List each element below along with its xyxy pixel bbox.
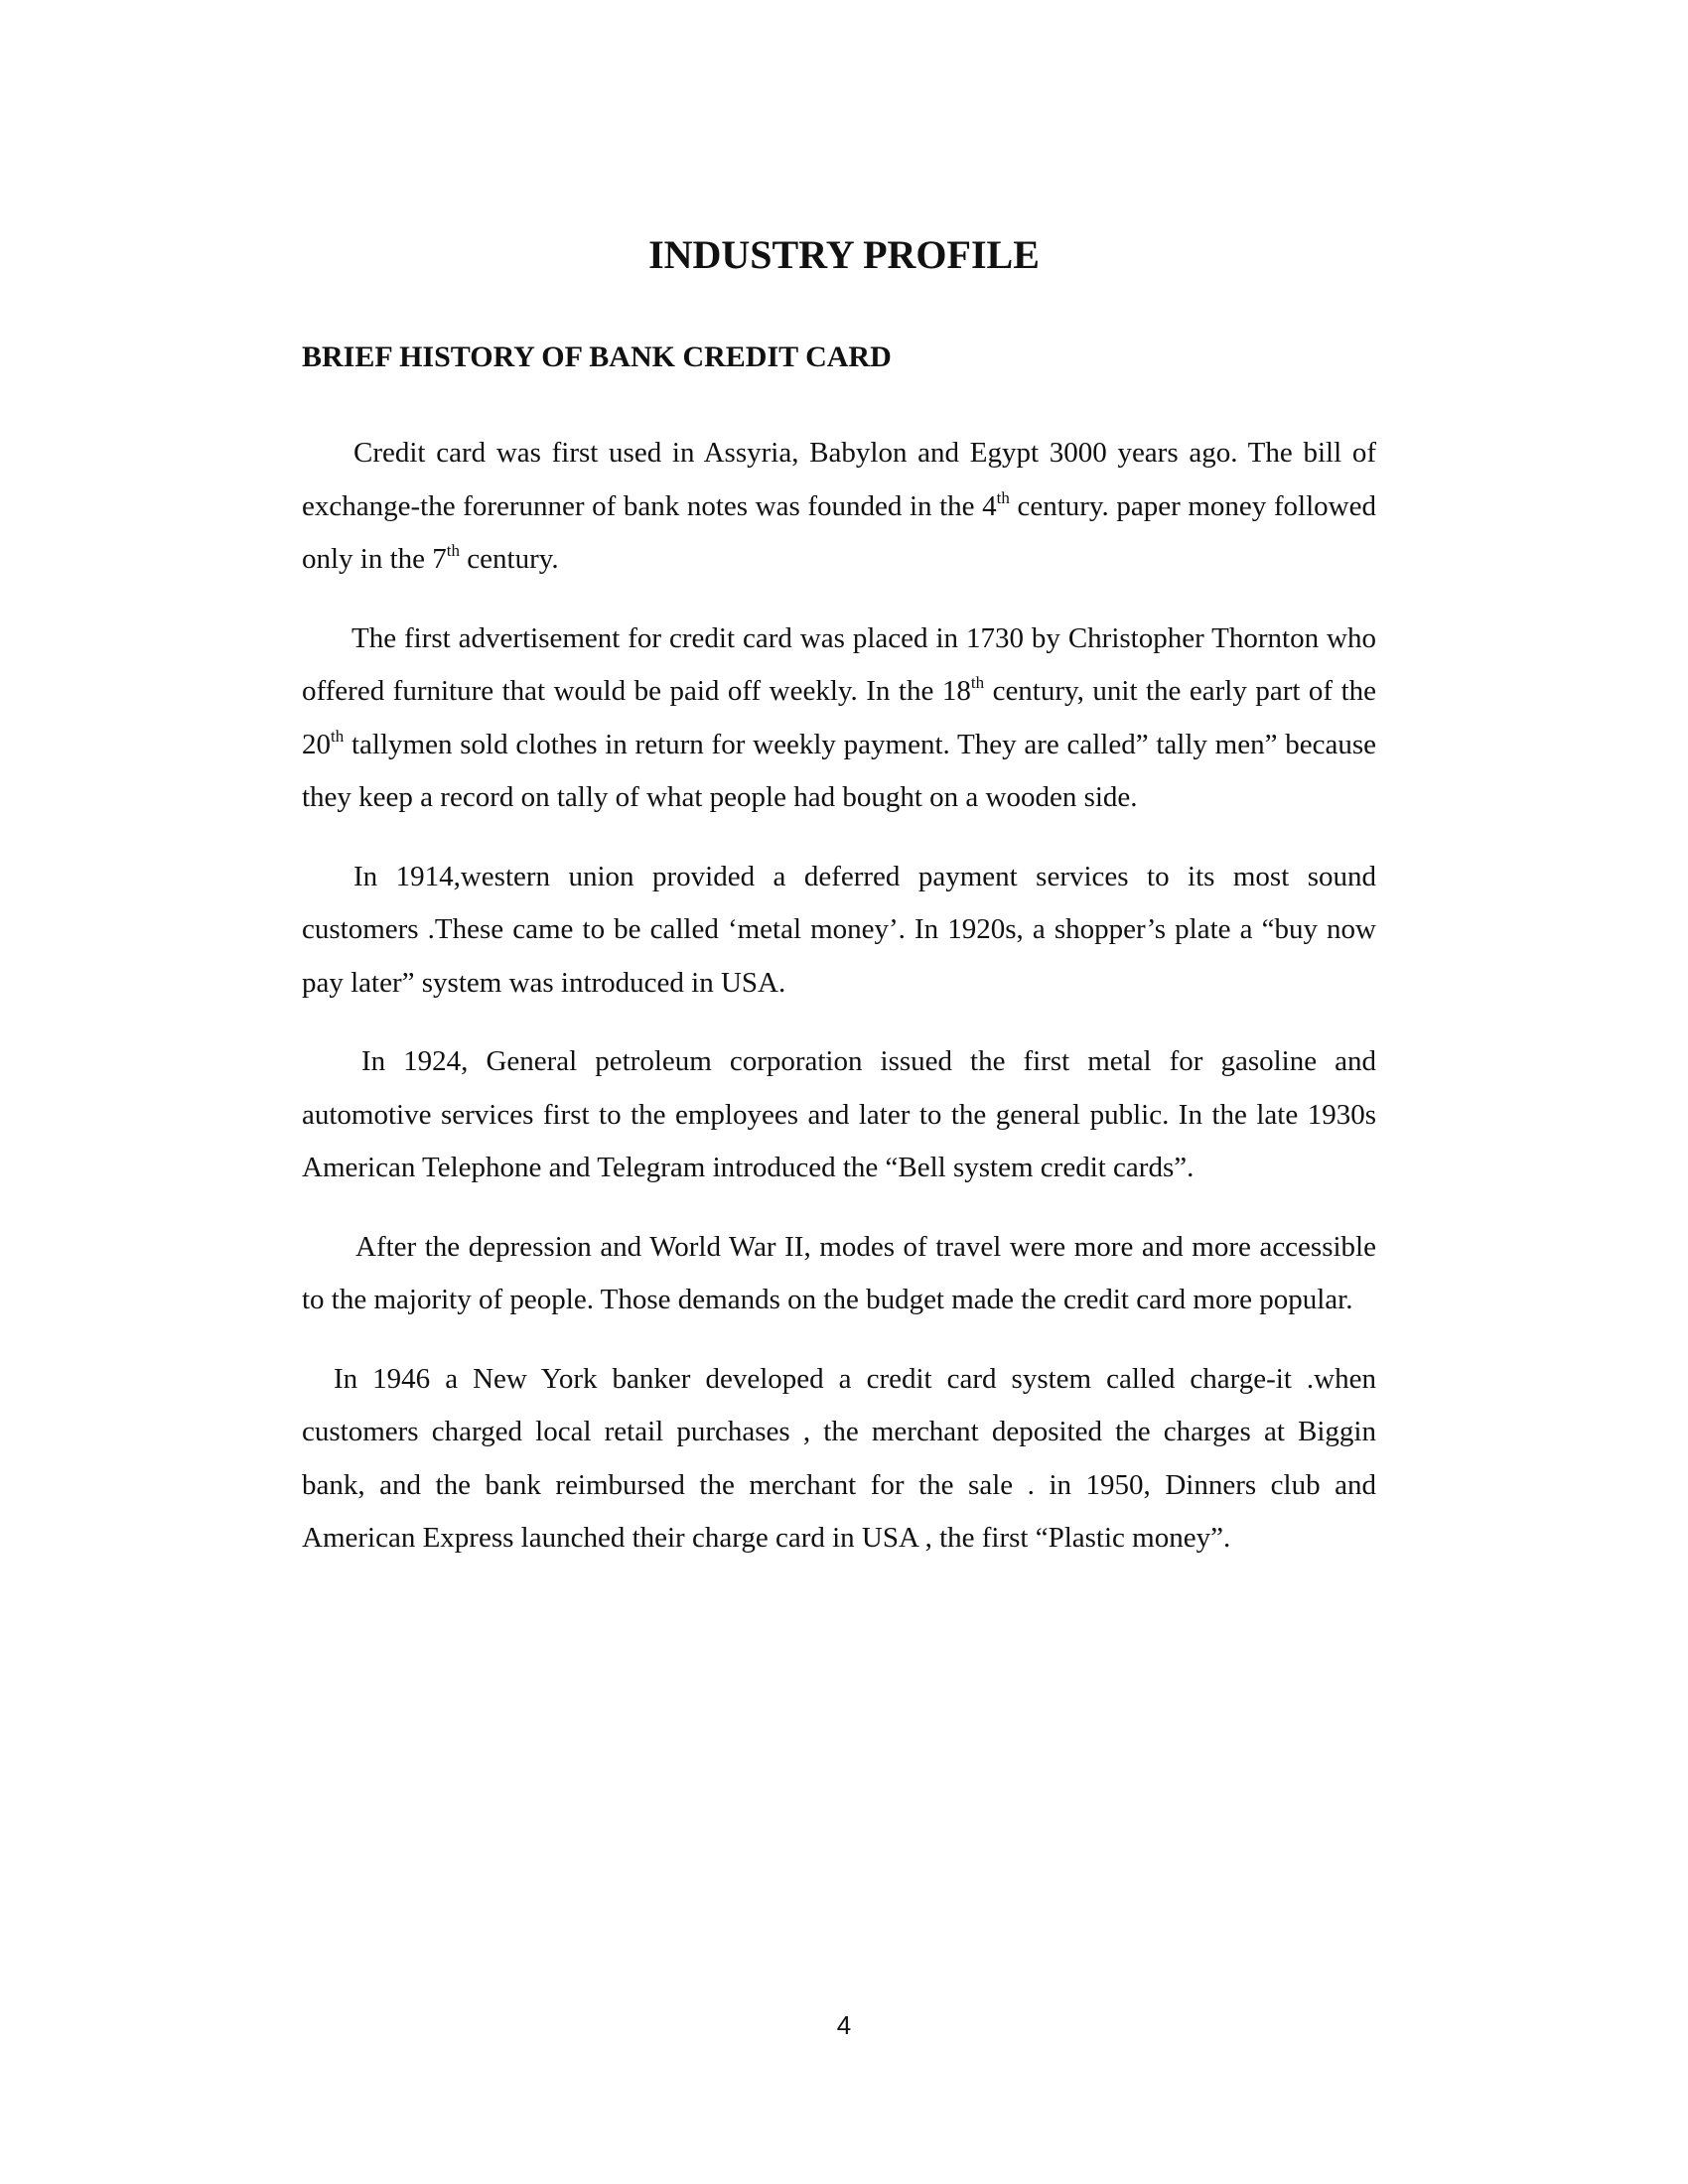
paragraph-1: Credit card was first used in Assyria, Babylon and Egypt 3000 years ago. The bill of exchange-the forerunner of bank notes was founded in the 4th century. paper money followed only in the 7th century. [302,437,1376,575]
page-number: 4 [836,2010,852,2040]
paragraph-4: In 1924, General petroleum corporation issued the first metal for gasoline and automotive services first to the employees and later to the general public. In the late 1930s American Telephone and Telegram introduced the “Bell system credit cards”. [302,1045,1376,1183]
section-heading: BRIEF HISTORY OF BANK CREDIT CARD [302,341,892,373]
paragraph-2: The first advertisement for credit card was placed in 1730 by Christopher Thornton who offered furniture that would be paid off weekly. In the 18th century, unit the early part of the 20th tallymen sold clothes in return for weekly payment. They are called” tally men” because they keep a record on tally of what people had bought on a wooden side. [302,621,1377,813]
paragraph-3: In 1914,western union provided a deferred payment services to its most sound customers .These came to be called ‘metal money’. In 1920s, a shopper’s plate a “buy now pay later” system was introduced in USA. [302,860,1376,999]
body-text [302,427,1376,1591]
superscript: th [331,726,345,746]
paragraph-5: After the depression and World War II, modes of travel were more and more accessible to the majority of people. Those demands on the budget made the credit card more popular. [302,1230,1376,1315]
paragraph-6: In 1946 a New York banker developed a credit card system called charge-it .when customers charged local retail purchases , the merchant deposited the charges at Biggin bank, and the bank reimbursed the merchant for the sale . in 1950, Dinners club and American Express launched their charge card in USA , the first “Plastic money”. [302,1362,1376,1554]
superscript: th [446,541,461,560]
page-title: INDUSTRY PROFILE [648,232,1040,277]
superscript: th [996,487,1010,507]
superscript: th [970,673,985,692]
